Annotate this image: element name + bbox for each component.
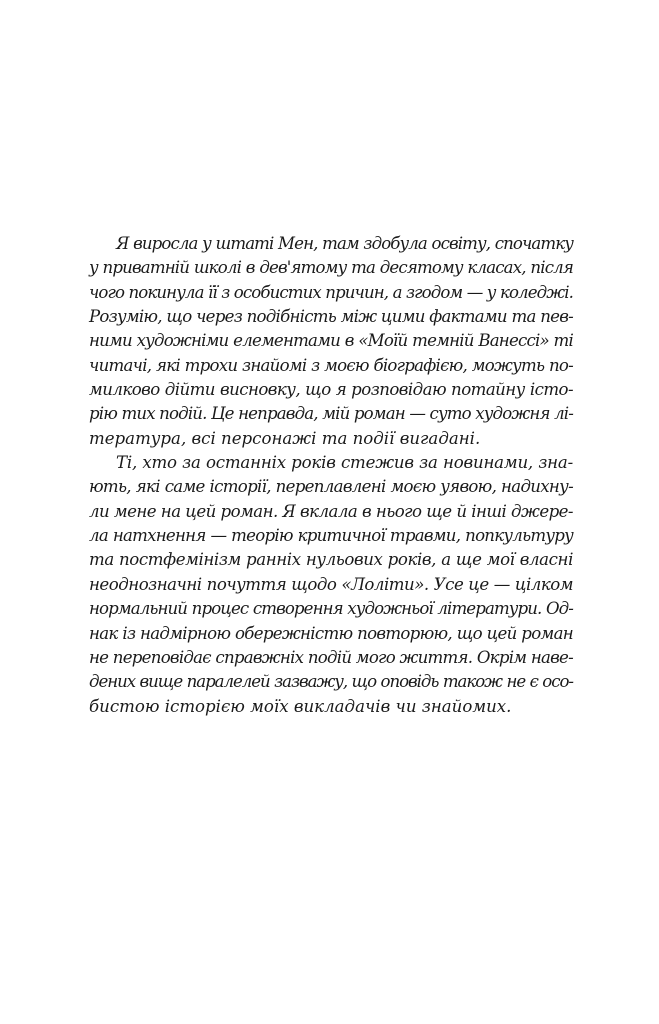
- paragraph-2-line-8: нак із надмірною обережністю повторюю, що цей роман: [89, 623, 573, 643]
- paragraph-2-line-6: неоднозначні почуття щодо «Лоліти». Усе це — цілком: [89, 574, 573, 594]
- paragraph-1-line-1: Я виросла у штаті Мен, там здобула освіту, спочатку: [116, 234, 573, 253]
- paragraph-1-line-8: рію тих подій. Це неправда, мій роман — суто художня лі-: [89, 404, 573, 424]
- paragraph-2-line-5: та постфемінізм ранніх нульових років, а ще мої власні: [89, 550, 573, 570]
- paragraph-1-line-6: читачі, які трохи знайомі з моєю біографією, можуть по-: [89, 355, 573, 375]
- paragraph-2-line-11: бистою історією моїх викладачів чи знайомих.: [89, 696, 512, 716]
- paragraph-1-line-3: чого покинула її з особистих причин, а згодом — у коледжі.: [89, 282, 573, 302]
- paragraph-2-line-4: ла натхнення — теорію критичної травми, попкультуру: [89, 526, 573, 546]
- paragraph-2-line-1: Ті, хто за останніх років стежив за новинами, зна-: [116, 453, 573, 473]
- paragraph-2-line-2: ють, які саме історії, переплавлені моєю уявою, надихну-: [89, 477, 573, 497]
- paragraph-1-line-4: Розумію, що через подібність між цими фактами та пев-: [89, 307, 573, 327]
- paragraph-1-line-2: у приватній школі в дев'ятому та десятому класах, після: [89, 258, 573, 278]
- paragraph-2-line-7: нормальний процес створення художньої літератури. Од-: [89, 599, 573, 619]
- paragraph-1-line-9: тература, всі персонажі та події вигадані.: [89, 428, 481, 448]
- paragraph-1-line-5: ними художніми елементами в «Моїй темній Ванессі» ті: [89, 331, 573, 351]
- paragraph-2-line-10: дених вище паралелей зазважу, що оповідь також не є осо-: [89, 672, 573, 692]
- author-note-text: [89, 232, 573, 719]
- paragraph-2-line-9: не переповідає справжніх подій мого життя. Окрім наве-: [89, 647, 573, 667]
- paragraph-1-line-7: милково дійти висновку, що я розповідаю потайну істо-: [89, 380, 573, 400]
- paragraph-2-line-3: ли мене на цей роман. Я вклала в нього ще й інші джере-: [89, 501, 573, 521]
